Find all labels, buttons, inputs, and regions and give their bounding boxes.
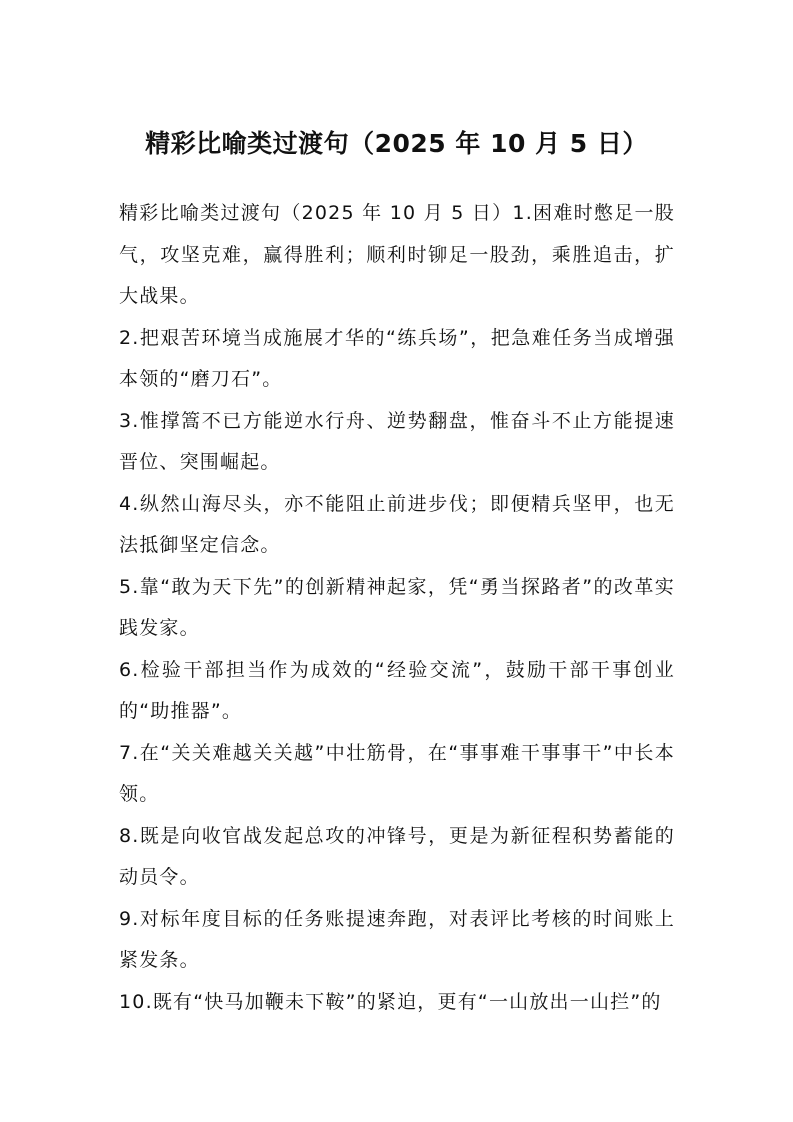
paragraph: 4.纵然山海尽头，亦不能阻止前进步伐；即便精兵坚甲，也无法抵御坚定信念。 <box>119 492 675 556</box>
paragraph: 10.既有“快马加鞭未下鞍”的紧迫，更有“一山放出一山拦”的 <box>119 990 662 1013</box>
paragraph: 9.对标年度目标的任务账提速奔跑，对表评比考核的时间账上紧发条。 <box>119 907 675 971</box>
paragraph: 精彩比喻类过渡句（2025 年 10 月 5 日）1.困难时憋足一股气，攻坚克难，赢得胜利；顺利时铆足一股劲，乘胜追击，扩大战果。 <box>119 202 675 307</box>
paragraph: 3.惟撑篙不已方能逆水行舟、逆势翻盘，惟奋斗不止方能提速晋位、突围崛起。 <box>119 409 675 473</box>
paragraph: 7.在“关关难越关关越”中壮筋骨，在“事事难干事事干”中长本领。 <box>119 741 675 805</box>
document-body <box>119 193 675 1023</box>
paragraph: 6.检验干部担当作为成效的“经验交流”，鼓励干部干事创业的“助推器”。 <box>119 658 675 722</box>
paragraph: 5.靠“敢为天下先”的创新精神起家，凭“勇当探路者”的改革实践发家。 <box>119 575 675 639</box>
paragraph: 2.把艰苦环境当成施展才华的“练兵场”，把急难任务当成增强本领的“磨刀石”。 <box>119 326 675 390</box>
paragraph: 8.既是向收官战发起总攻的冲锋号，更是为新征程积势蓄能的动员令。 <box>119 824 675 888</box>
document-title: 精彩比喻类过渡句（2025 年 10 月 5 日） <box>145 129 648 158</box>
